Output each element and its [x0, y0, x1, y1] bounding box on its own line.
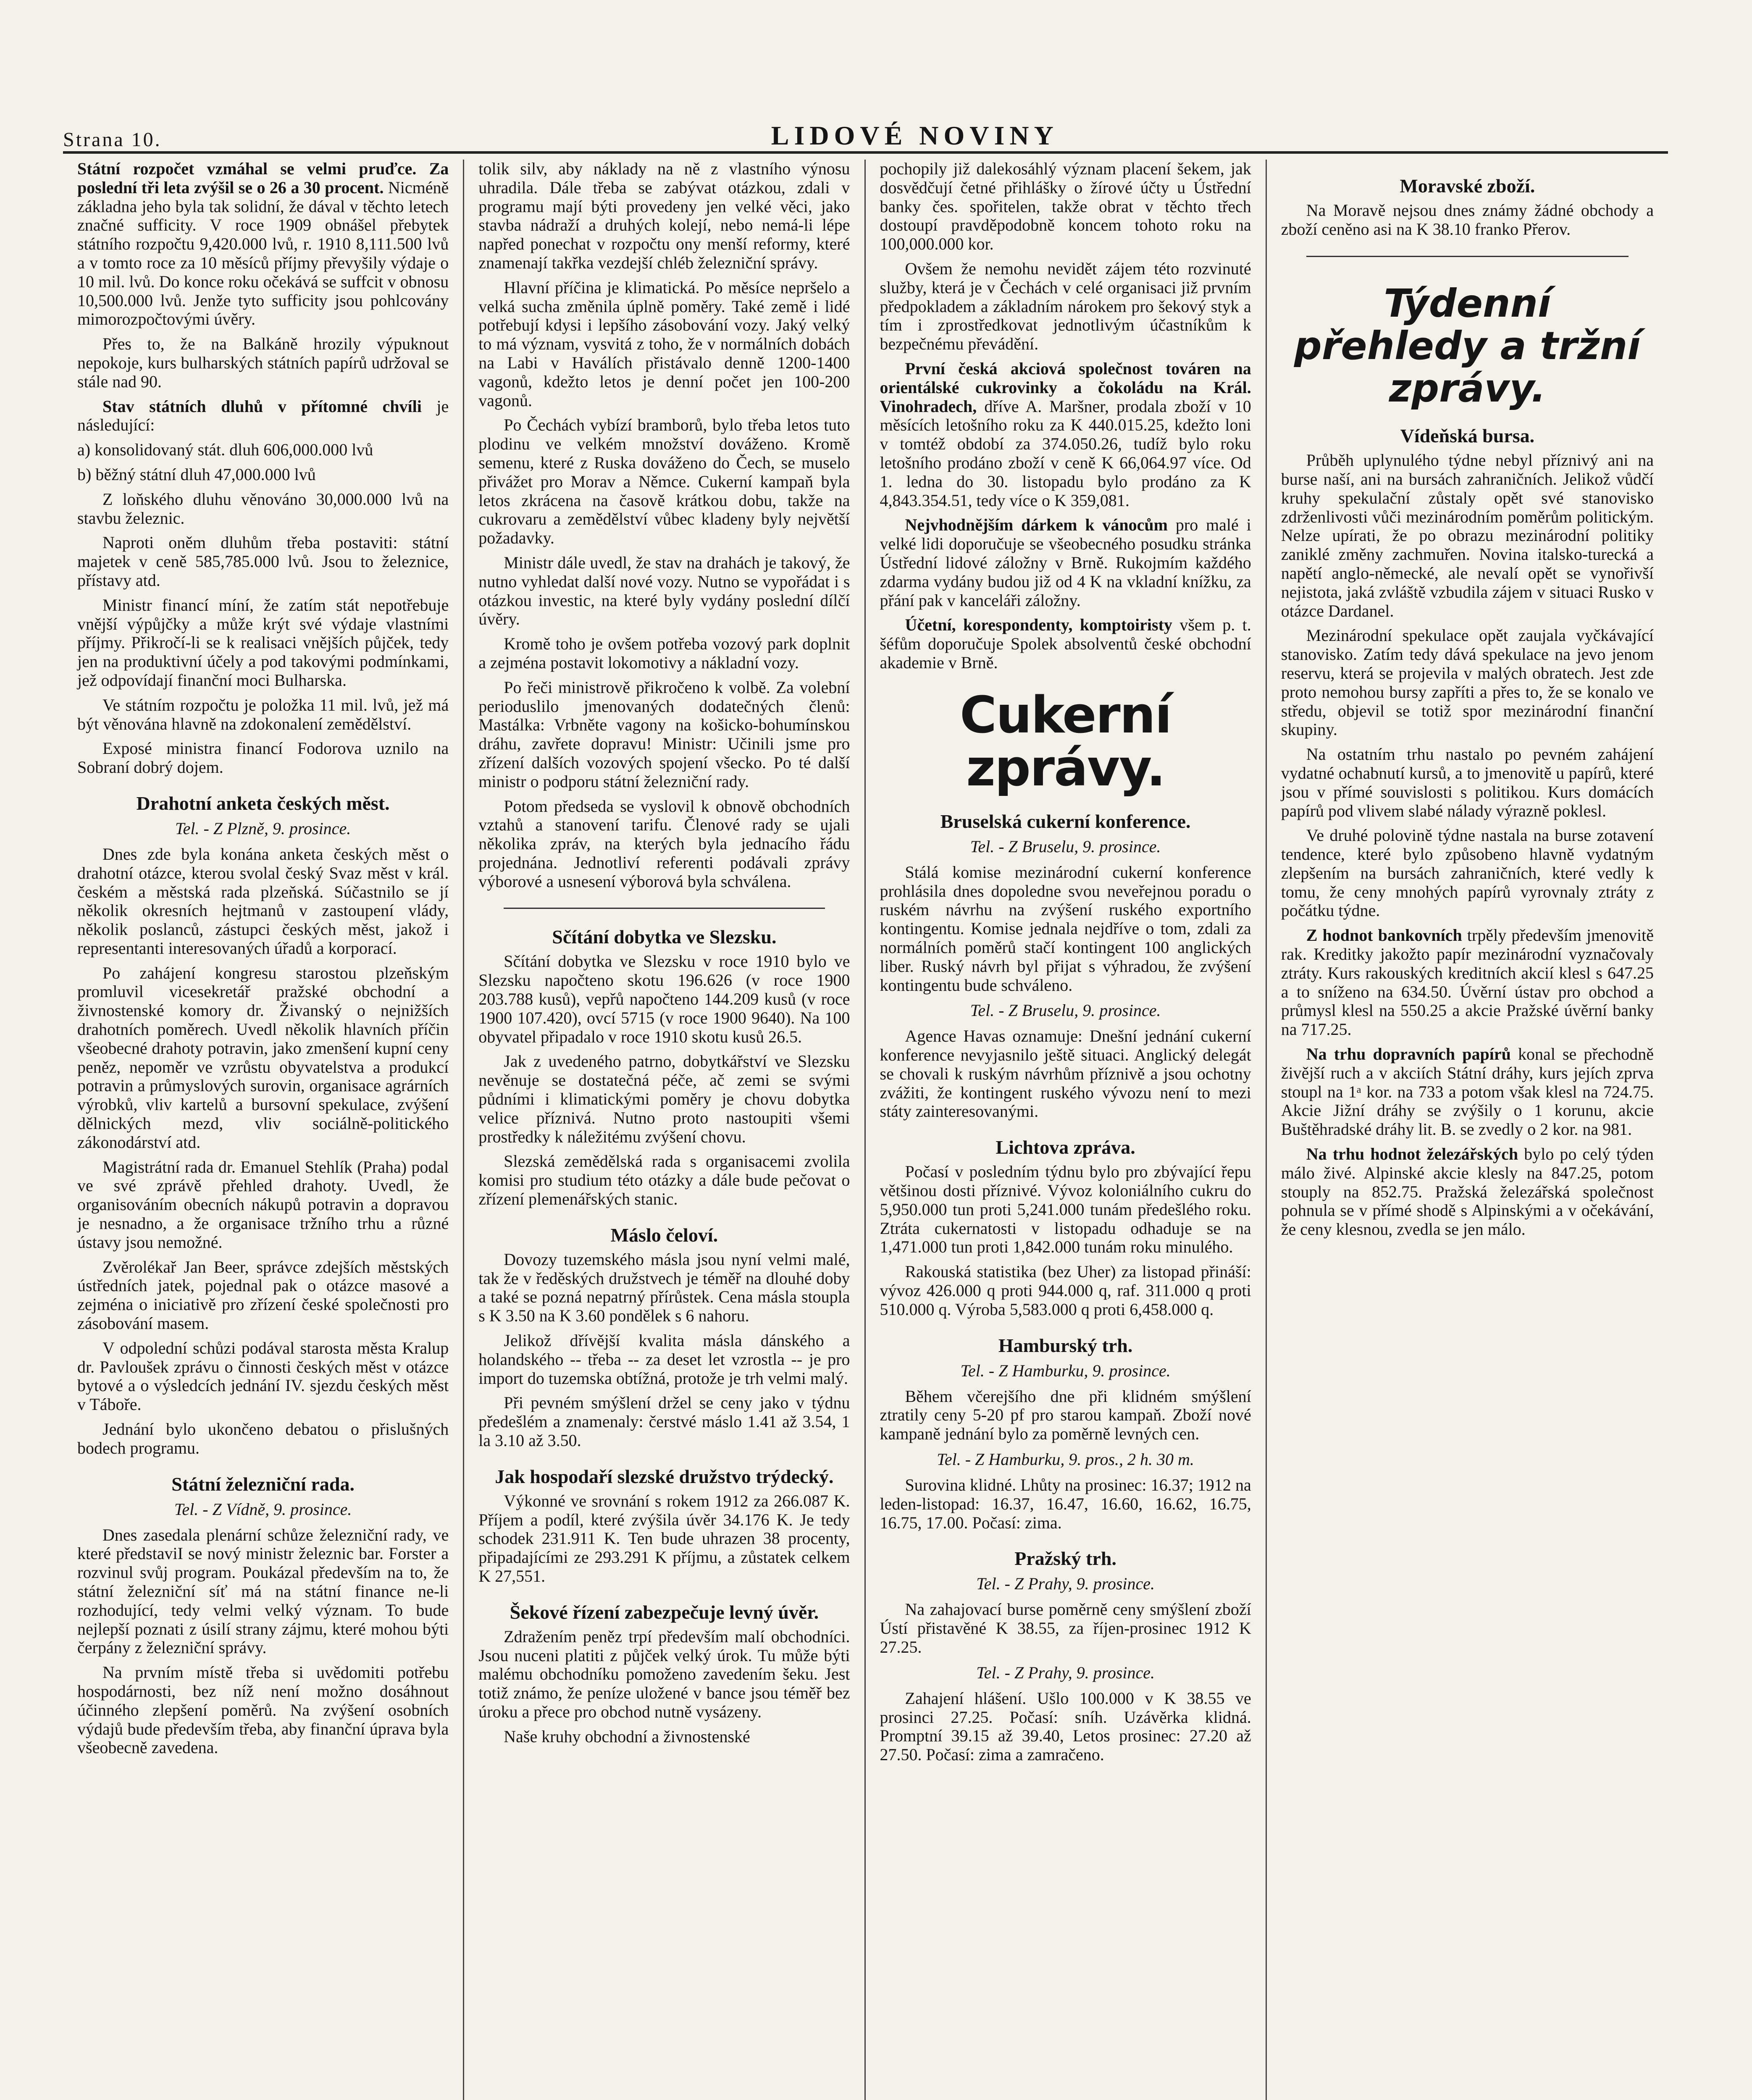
column-3: [866, 160, 1267, 2100]
section-heading: Pražský trh.: [1014, 1548, 1116, 1570]
article-paragraph: Ministr dále uvedl, že stav na drahách je takový, že nutno vyhledat další nové vozy. Nutno se vypořádat i s otázkou investic, na které byly vydány poslední dílčí úvěry.: [478, 553, 850, 629]
transport-stocks-text: konal se přechodně živější ruch a v akciích Státní dráhy, kurs jejích zprva stoupl na 1ᵃ kor. na 733 a potom však klesl na 724.75. Akcie Jižní dráhy se zvýšily o 1 korunu, akcie Buštěhradské dráhy lit. B. se zvedly o 2 kor. na 981.: [1281, 1045, 1654, 1139]
accountants-notice-text: všem p. t. šéfům doporučuje Spolek absolventů české obchodní akademie v Brně.: [880, 615, 1251, 672]
column-2: [464, 160, 865, 2100]
weekly-review-heading: Týdenní přehledy a tržní zprávy.: [1294, 281, 1641, 411]
section-heading: Sčítání dobytka ve Slezsku.: [552, 926, 777, 948]
article-paragraph: Mezinárodní spekulace opět zaujala vyčkávající stanovisko. Zatím tedy dává spekulace na jevo jenom reservu, která se projevila v malých obratech. Jest zde proto nemohou bursy zapříti a přes to, že se konalo ve středu, objevil se totiž spor mezinárodní finanční skupiny.: [1281, 626, 1654, 739]
article-paragraph: Dovozy tuzemského másla jsou nyní velmi malé, tak že v ředěských družstvech je téměř na dlouhé doby a také se pozná nepatrný přírůstek. Cena másla stoupla s K 3.50 na K 3.60 pondělek s 6 nahoru.: [478, 1250, 850, 1326]
article-paragraph: Na prvním místě třeba si uvědomiti potřebu hospodárnosti, bez níž není možno dosáhnout účinného zlepšení poměrů. Na zvýšení osobních výdajů bude především třeba, aby finanční úprava byla všeobecně zavedena.: [77, 1663, 449, 1757]
bank-stocks-text: trpěly především jmenovitě rak. Kreditky jakožto papír mezinárodní vyznačovaly ztráty. Kurs rakouských kreditních akcií klesl s 647.25 a to sníženo na 634.50. Úvěrní ústav pro obchod a průmysl klesl na 550.25 a akcie Pražské úvěrní banky na 717.25.: [1281, 926, 1654, 1039]
column-1: [63, 160, 464, 2100]
sugar-news-heading: Cukerní zprávy.: [960, 686, 1172, 798]
bulgaria-paragraph: Ministr financí míní, že zatím stát nepotřebuje vnější výpůjčky a může krýt své výdaje vlastními příjmy. Přikročí-li se k realisaci vnějších půjček, tedy jen na produktivní účely a pod takovými podmínkami, jež odpovídají finanční moci Bulharska.: [77, 595, 449, 690]
section-heading: Vídeňská bursa.: [1400, 425, 1535, 447]
article-paragraph: Po zahájení kongresu starostou plzeňským promluvil vicesekretář pražské obchodní a živnostenské komory dr. Živanský o nejnižších drahotních poměrech. Uvedl několik hlavních příčin všeobecné drahoty potravin, jako zmenšení kupní ceny peněz, nepoměr ve vzrůstu obyvatelstva a produkcí potravin a průmyslových surovin, organisace agrárních výrobků, vliv kartelů a bursovní spekulace, zvýšení dělnických mezd, vliv sociálně-politického zákonodárství atd.: [77, 963, 449, 1152]
article-paragraph: V odpolední schůzi podával starosta města Kralup dr. Pavloušek zprávu o činnosti českých měst v otázce bytové a o výsledcích jednání IV. sjezdu českých měst v Táboře.: [77, 1338, 449, 1414]
section-divider: [504, 908, 825, 909]
article-paragraph: Po Čechách vybízí bramborů, bylo třeba letos tuto plodinu ve velkém množství dováženo. Kromě semenu, které z Ruska dováženo do Čech, se muselo přivážet pro Morav a Němce. Cukerní kampaň byla letos zkrácena na časově krátkou dobu, takže na cukrovaru a zemědělství vůbec kladeny byly největší požadavky.: [478, 415, 850, 548]
article-paragraph: Během včerejšího dne při klidném smýšlení ztratily ceny 5-20 pf pro starou kampaň. Zboží nové kampaně jednání bylo za poměrně levných cen.: [880, 1386, 1251, 1444]
section-divider: [1306, 256, 1629, 257]
gift-notice-text: pro malé i velké lidi doporučuje se všeobecného posudku stránka Ústřední lidové záložny v Brně. Rukojmím každého zdarma vydány budou již od 4 K na vkladní knížku, za přání pak v kanceláři záložny.: [880, 515, 1251, 610]
article-paragraph: Hlavní příčina je klimatická. Po měsíce nepršelo a velká sucha změnila úplně poměry. Také země i lidé potřebují kdysi i lepšího zásobování vozy. Jaký velký to má význam, vysvitá z toho, že v normálních dobách na Labi v Haválích přistávalo denně 1200-1400 vagonů, kdežto letos je denní počet jen 100-200 vagonů.: [478, 278, 850, 410]
article-paragraph: Rakouská statistika (bez Uher) za listopad přináší: vývoz 426.000 q proti 944.000 q, raf. 311.000 q proti 510.000 q. Výroba 5,583.000 q proti 6,458.000 q.: [880, 1262, 1251, 1319]
article-paragraph: Výkonné ve srovnání s rokem 1912 za 266.087 K. Příjem a podíl, které zvýšila úvěr 34.176 K. Je tedy schodek 231.911 K. Ten bude uhrazen 38 procenty, připadajícími ze 293.291 K příjmu, a zůstatek celkem K 27,551.: [478, 1491, 850, 1586]
iron-stocks-text: bylo po celý týden málo živé. Alpinské akcie klesly na 847.25, potom stouply na 852.75. Pražská železářská společnost pohnula se v přímé shodě s Alpinskými a v očekávání, že ceny klesnou, zvedla se jen málo.: [1281, 1144, 1654, 1239]
article-paragraph: Jak z uvedeného patrno, dobytkářství ve Slezsku nevěnuje se dostatečná péče, ač zemi se svými půdními i klimatickými poměry je chovu dobytka velice příznivá. Nutno proto nastoupiti všemi prostředky k náležitému zvýšení chovu.: [478, 1052, 850, 1146]
iron-stocks-bold: Na trhu hodnot železářských: [1306, 1144, 1518, 1164]
bulgaria-lead-text: Nicméně základna jeho byla tak solidní, že dával v těchto letech značné sufficity. V roce 1909 obnášel přebytek státního rozpočtu 9,420.000 lvů, r. 1910 8,111.500 lvů a v tomto roce za 10 měsíců příjmy převyšily výdaje o 10 mil. lvů. Do konce roku očekává se suffcit v obnosu 10,500.000 lvů. Jenže tyto sufficity jsou pohlcovány mimorozpočtovými úvěry.: [77, 178, 449, 329]
bulgaria-paragraph: Exposé ministra financí Fodorova uznilo na Sobraní dobrý dojem.: [77, 739, 449, 777]
debt-line-a: a) konsolidovaný stát. dluh 606,000.000 lvů: [77, 440, 373, 459]
article-paragraph: Ovšem že nemohu nevidět zájem této rozvinuté služby, která je v Čechách v celé organisaci již prvním předpokladem a základním nárokem pro šekový styk a tím i zprostředkovat jednotlivým účastníkům k bezpečnému převádění.: [880, 259, 1251, 354]
bulgaria-paragraph: Ve státním rozpočtu je položka 11 mil. lvů, jež má být věnována hlavně na zdokonalení zemědělství.: [77, 695, 449, 733]
bank-stocks-bold: Z hodnot bankovních: [1306, 926, 1462, 945]
bulgaria-lead-bold: Státní rozpočet vzmáhal se velmi pruďce. Za poslední tři leta zvýšil se o 26 a 30 procent.: [77, 160, 449, 197]
article-paragraph: Počasí v posledním týdnu bylo pro zbývající řepu většinou dosti příznivé. Vývoz koloniálního cukru do 5,950.000 tun proti 5,241.000 tunám předešlého roku. Ztráta cukernatosti v listopadu odhaduje se na 1,471.000 tun proti 1,842.000 tunám roku minulého.: [880, 1162, 1251, 1257]
section-heading: Drahotní anketa českých měst.: [136, 792, 390, 814]
dateline: Tel. - Z Bruselu, 9. prosince.: [970, 1001, 1161, 1020]
article-paragraph: pochopily již dalekosáhlý význam placení šekem, jak dosvědčují četné přihlášky o žírové účty u Ústřední banky čes. spořitelen, takže obrat v těchto třech dostoupí pravděpodobně koncem tohoto roku na 100,000.000 kor.: [880, 160, 1251, 254]
article-paragraph: Sčítání dobytka ve Slezsku v roce 1910 bylo ve Slezsku napočteno skotu 196.626 (v roce 1900 203.788 kusů), vepřů napočteno 144.209 kusů (v roce 1900 107.420), ovcí 5715 (v roce 1900 9640). Na 100 obyvatel připadalo v roce 1910 skotu kusů 26.5.: [478, 952, 850, 1046]
article-paragraph: Stálá komise mezinárodní cukerní konference prohlásila dnes dopoledne svou neveřejnou poradu o ruském návrhu na zvýšení ruského exportního kontingentu. Komise jednala nejdříve o tom, zdali za normálních poměrů stačí kontingent 100 anglických liber. Ruský návrh byl přijat s výhradou, že zvýšení kontingentu bude schváleno.: [880, 862, 1251, 995]
dateline: Tel. - Z Prahy, 9. prosince.: [976, 1663, 1155, 1682]
article-paragraph: Po řeči ministrově přikročeno k volbě. Za volební perioduslilo jmenovaných dodatečných členů: Mastálka: Vrbněte vagony na košicko-bohumínskou dráhu, zavřete dopravu! Ministr: Učinili jsme pro zřízení dalších vozových spojení všecko. Po té další ministr o podporu státní železniční rady.: [478, 677, 850, 791]
article-paragraph: Dnes zde byla konána anketa českých měst o drahotní otázce, kterou svolal český Svaz měst v král. českém a městská rada plzeňská. Súčastnilo se jí několik okresních hejtmanů v zastoupení vlády, několik poslanců, zástupci českých měst, jakož i representanti interesovaných úřadů a korporací.: [77, 844, 449, 958]
page-number: Strana 10.: [63, 129, 162, 151]
dateline: Tel. - Z Prahy, 9. prosince.: [976, 1574, 1155, 1593]
bulgaria-debt-heading: Stav státních dluhů v přítomné chvíli: [102, 396, 422, 416]
bulgaria-debt-intro: je následující:: [77, 396, 449, 435]
section-heading: Státní železniční rada.: [171, 1473, 355, 1495]
article-paragraph: Kromě toho je ovšem potřeba vozový park doplnit a zejména postavit lokomotivy a nákladní vozy.: [478, 634, 850, 672]
article-paragraph: Na ostatním trhu nastalo po pevném zahájení vydatné ochabnutí kursů, a to jmenovitě u papírů, které jsou v přímé souvislosti s politikou. Kurs domácích papírů pod vlivem slabé nálady výrazně poklesl.: [1281, 745, 1654, 820]
article-paragraph: Potom předseda se vyslovil k obnově obchodních vztahů a stanovení tarifu. Členové rady se ujali několika zpráv, na kterých byla jednacího řádu projednána. Jednotliví referenti podávali zprávy výborové a usnesení výborová byla schválena.: [478, 796, 850, 891]
article-columns: [63, 160, 1668, 2100]
gift-notice-bold: Nejvhodnějším dárkem k vánocům: [905, 515, 1168, 535]
article-paragraph: Jednání bylo ukončeno debatou o přislušných bodech programu.: [77, 1420, 449, 1457]
transport-stocks-bold: Na trhu dopravních papírů: [1306, 1045, 1511, 1064]
debt-line-c: Z loňského dluhu věnováno 30,000.000 lvů na stavbu železnic.: [77, 489, 449, 528]
article-paragraph: Dnes zasedala plenární schůze železniční rady, ve které představiI se nový ministr železnic bar. Forster a rozvinul svůj program. Poukázal především na to, že státní železniční síť má na státní finance ne-li rozhodující, tedy velmi velký význam. To bude nejlepší poznati z úsilí strany zájmu, které mohou býti čerpány z železniční správy.: [77, 1525, 449, 1657]
accountants-notice-bold: Účetní, korespondenty, komptoiristy: [905, 615, 1172, 635]
dateline: Tel. - Z Hamburku, 9. prosince.: [960, 1361, 1171, 1380]
dateline: Tel. - Z Bruselu, 9. prosince.: [970, 837, 1161, 856]
dateline: Tel. - Z Hamburku, 9. pros., 2 h. 30 m.: [937, 1450, 1194, 1469]
article-paragraph: Jelikož dřívější kvalita másla dánského a holandského -- třeba -- za deset let vzrostla -- je pro import do tuzemska obtížná, protože je trh velmi malý.: [478, 1331, 850, 1388]
dateline: Tel. - Z Vídně, 9. prosince.: [174, 1499, 352, 1519]
company-name-bold: První česká akciová společnost továren na orientálské cukrovinky a čokoládu na Král. Vinohradech,: [880, 359, 1251, 416]
article-paragraph: Slezská zemědělská rada s organisacemi zvolila komisi pro studium této otázky a dále bude pečovat o zřízení plemenářských stanic.: [478, 1152, 850, 1209]
article-paragraph: Na Moravě nejsou dnes známy žádné obchody a zboží ceněno asi na K 38.10 franko Přerov.: [1281, 201, 1654, 239]
bulgaria-paragraph: Přes to, že na Balkáně hrozily výpuknout nepokoje, kurs bulharských státních papírů udržoval se stále nad 90.: [77, 334, 449, 391]
masthead: [63, 105, 1668, 154]
article-paragraph: Při pevném smýšlení držel se ceny jako v týdnu předešlém a znamenaly: čerstvé máslo 1.41 až 3.54, 1 la 3.10 až 3.50.: [478, 1393, 850, 1450]
article-paragraph: Průběh uplynulého týdne nebyl příznivý ani na burse naší, ani na bursách zahraničních. Jelikož vůdčí kruhy spekulační zůstaly opět své stanovisko zdrženlivosti vůči mezinárodním poměrům politickým. Nelze upírati, že po obrazu mezinárodní politiky zaniklé změny zachmuřen. Novina italsko-turecká a napětí anglo-německé, ale nevalí opět se vynořivší nejistota, jaká zvláště vzbudila zájem v situaci Rusko v otázce Dardanel.: [1281, 451, 1654, 620]
section-heading: Moravské zboží.: [1400, 175, 1535, 197]
article-paragraph: tolik silv, aby náklady na ně z vlastního výnosu uhradila. Dále třeba se zabývat otázkou, zdali v programu mají býti provedeny jen velké věci, jako stavba nádraží a druhých kolejí, nebo nemá-li lépe napřed ponechat v rozpočtu ony menší reformy, které znamenají takřka vezdejší chléb železniční správy.: [478, 160, 850, 272]
company-report-text: dříve A. Maršner, prodala zboží v 10 měsících letošního roku za K 440.015.25, kdežto loni v tomtéž období za 374.050.26, tudíž bylo roku letošního prodáno zboží v ceně K 66,064.97 více. Od 1. ledna do 30. listopadu bylo prodáno za K 4,843.354.51, tedy více o K 359,081.: [880, 396, 1251, 510]
article-paragraph: Zvěrolékař Jan Beer, správce zdejších městských ústředních jatek, pojednal pak o otázce masové a zejména o iniciativě pro zřízení české společnosti pro zásobování masem.: [77, 1257, 449, 1333]
debt-line-b: b) běžný státní dluh 47,000.000 lvů: [77, 465, 316, 484]
article-paragraph: Zahajení hlášení. Ušlo 100.000 v K 38.55 ve prosinci 27.25. Počasí: sníh. Uzávěrka klidná. Promptní 39.15 až 39.40, Letos prosinec: 27.20 až 27.50. Počasí: zima a zamračeno.: [880, 1688, 1251, 1764]
bulgaria-paragraph: Naproti oněm dluhům třeba postaviti: státní majetek v ceně 585,785.000 lvů. Jsou to železnice, přístavy atd.: [77, 533, 449, 590]
article-paragraph: Na zahajovací burse poměrně ceny smýšlení zboží Ústí přistavěné K 38.55, za říjen-prosinec 1912 K 27.25.: [880, 1600, 1251, 1657]
section-heading: Lichtova zpráva.: [996, 1137, 1135, 1158]
article-paragraph: Ve druhé polovině týdne nastala na burse zotavení tendence, které bylo způsobeno hlavně vydatným zlepšením na bursách zahraničních, které vedly k tomu, že ceny mnohých papírů vyrovnaly ztráty z počátku týdne.: [1281, 826, 1654, 920]
article-paragraph: Magistrátní rada dr. Emanuel Stehlík (Praha) podal ve své zprávě přehled drahoty. Uvedl, že organisováním obecních nákupů potravin a dopravou je nesnadno, a že organisace tržního trhu a různé ústavy jsou nemožné.: [77, 1157, 449, 1252]
newspaper-title: LIDOVÉ NOVINY: [771, 121, 1059, 150]
section-heading: Šekové řízení zabezpečuje levný úvěr.: [510, 1601, 819, 1623]
dateline: Tel. - Z Plzně, 9. prosince.: [175, 819, 351, 838]
column-4: [1267, 160, 1668, 2100]
article-paragraph: Surovina klidné. Lhůty na prosinec: 16.37; 1912 na leden-listopad: 16.37, 16.47, 16.60, 16.62, 16.75, 16.75, 17.00. Počasí: zima.: [880, 1475, 1251, 1532]
article-paragraph: Naše kruhy obchodní a živnostenské: [504, 1727, 750, 1746]
section-heading: Hamburský trh.: [998, 1334, 1133, 1356]
section-heading: Jak hospodaří slezské družstvo trýdecký.: [495, 1465, 834, 1487]
section-heading: Máslo čeloví.: [610, 1224, 718, 1246]
article-paragraph: Agence Havas oznamuje: Dnešní jednání cukerní konference nevyjasnilo ještě situaci. Anglický delegát se chovali k ruským návrhům příznivě a jsou ochotny zvážiti, že kontingent ruského vývozu není to mezi státy zainteresovanými.: [880, 1026, 1251, 1121]
section-heading: Bruselská cukerní konference.: [940, 810, 1191, 832]
article-paragraph: Zdražením peněz trpí především malí obchodníci. Jsou nuceni platiti z půjček velký úrok. Tu může býti malému obchodníku pomoženo zavedením šeku. Jest totiž známo, že peníze uložené v bance jsou téměř bez úroku a přece pro obchod nutně vysázeny.: [478, 1627, 850, 1721]
